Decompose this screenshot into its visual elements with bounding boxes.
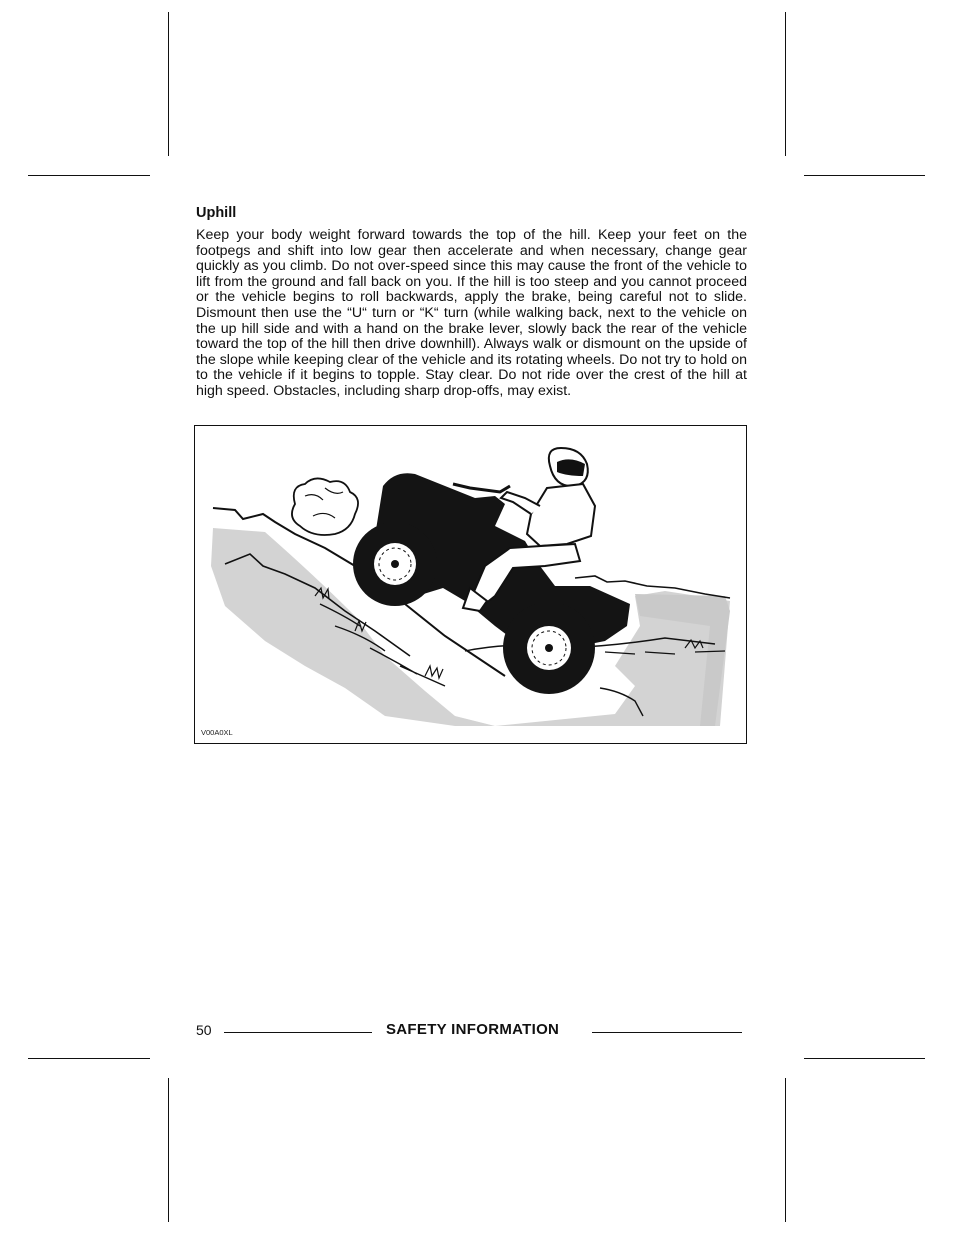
crop-mark-bottom-right-vertical [785, 1078, 786, 1222]
crop-mark-bottom-left-vertical [168, 1078, 169, 1222]
figure-code: V00A0XL [201, 728, 233, 737]
page-footer [196, 1020, 744, 1040]
section-heading: Uphill [196, 205, 237, 221]
illustration-atv-uphill [194, 425, 747, 744]
footer-rule-left [224, 1032, 372, 1033]
crop-mark-top-left-vertical [168, 12, 169, 156]
section-body-text: Keep your body weight forward towards the top of the hill. Keep your feet on the footpegs and shift into low gear then accelerate and when necessary, change gear quickly as you climb. Do not over-speed since this may cause the front of the vehicle to lift from the ground and fall back on you. If the hill is too steep and you cannot proceed or the vehicle begins to roll backwards, apply the brake, being careful not to slide. Dismount then use the “U“ turn or “K“ turn (while walking back, next to the vehicle on the up hill side and with a hand on the brake lever, slowly back the rear of the vehicle toward the top of the hill then drive downhill). Always walk or dismount on the upside of the slope while keeping clear of the vehicle and its rotating wheels. Do not try to hold on to the vehicle if it begins to topple. Stay clear. Do not ride over the crest of the hill at high speed. Obstacles, including sharp drop-offs, may exist. [196, 227, 747, 399]
crop-mark-bottom-left-horizontal [28, 1058, 150, 1059]
crop-mark-top-right-vertical [785, 12, 786, 156]
page-number: 50 [196, 1022, 212, 1038]
crop-mark-top-right-horizontal [804, 175, 925, 176]
footer-rule-right [592, 1032, 742, 1033]
crop-mark-top-left-horizontal [28, 175, 150, 176]
footer-section-title: SAFETY INFORMATION [386, 1021, 560, 1038]
atv-uphill-drawing [195, 426, 746, 743]
crop-mark-bottom-right-horizontal [804, 1058, 925, 1059]
